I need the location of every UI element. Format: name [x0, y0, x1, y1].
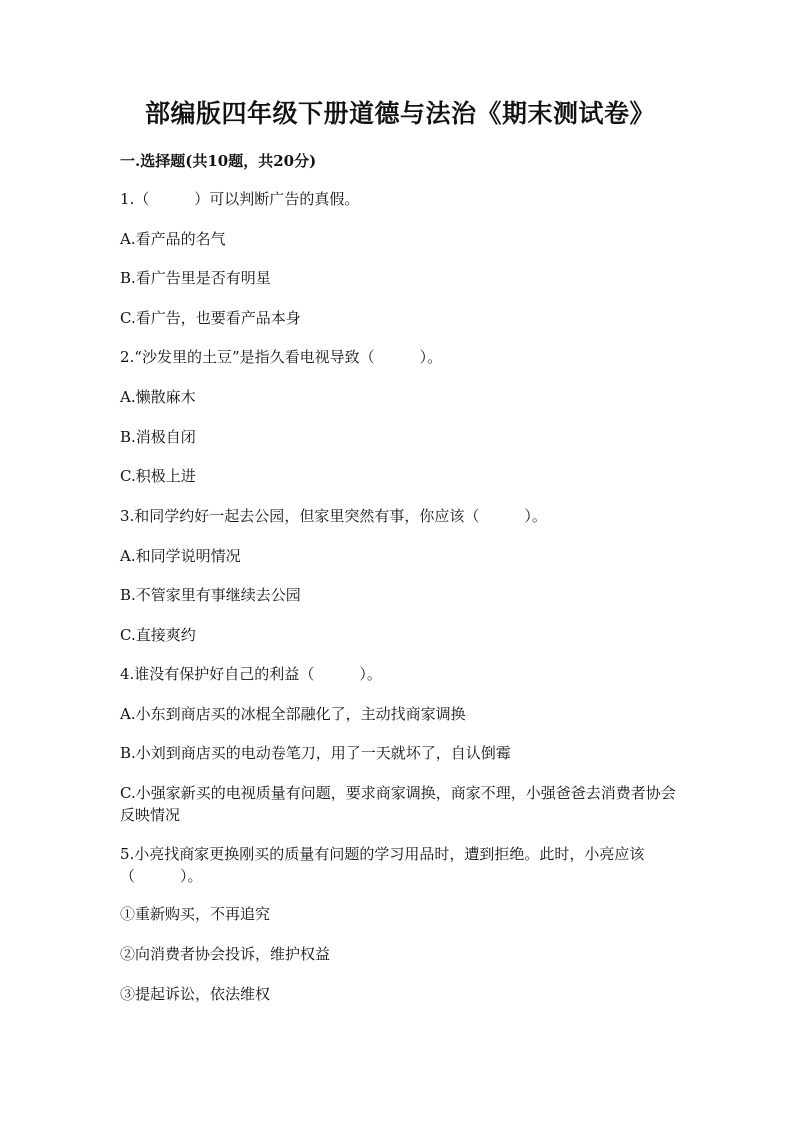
- question-4-option-a: A.小东到商店买的冰棍全部融化了，主动找商家调换: [120, 705, 466, 723]
- section-heading: 一.选择题(共10题，共20分): [120, 152, 317, 170]
- question-3-option-c: C.直接爽约: [120, 626, 196, 644]
- question-3-option-a: A.和同学说明情况: [120, 547, 241, 565]
- question-5-option-2: ②向消费者协会投诉，维护权益: [120, 945, 331, 963]
- question-2-option-b: B.消极自闭: [120, 428, 196, 446]
- question-3-option-b: B.不管家里有事继续去公园: [120, 586, 301, 604]
- question-3-stem: 3.和同学约好一起去公园，但家里突然有事，你应该（ ）。: [120, 507, 547, 525]
- question-1-option-c: C.看广告，也要看产品本身: [120, 309, 301, 327]
- question-2-option-c: C.积极上进: [120, 467, 196, 485]
- question-4-option-b: B.小刘到商店买的电动卷笔刀，用了一天就坏了，自认倒霉: [120, 744, 511, 762]
- exam-title: 部编版四年级下册道德与法治《期末测试卷》: [144, 99, 655, 128]
- question-5-option-1: ①重新购买，不再追究: [120, 905, 271, 923]
- question-1-option-a: A.看产品的名气: [120, 230, 226, 248]
- question-1-stem: 1.（ ）可以判断广告的真假。: [120, 190, 360, 208]
- question-1-option-b: B.看广告里是否有明星: [120, 269, 271, 287]
- question-2-stem: 2.“沙发里的土豆”是指久看电视导致（ ）。: [120, 348, 443, 366]
- question-4-stem: 4.谁没有保护好自己的利益（ ）。: [120, 665, 382, 683]
- question-2-option-a: A.懒散麻木: [120, 388, 196, 406]
- question-5-option-3: ③提起诉讼，依法维权: [120, 985, 271, 1003]
- question-4-option-c: C.小强家新买的电视质量有问题，要求商家调换，商家不理，小强爸爸去消费者协会反映情况: [120, 784, 676, 824]
- question-5-stem: 5.小亮找商家更换刚买的质量有问题的学习用品时，遭到拒绝。此时，小亮应该（ ）。: [120, 845, 645, 885]
